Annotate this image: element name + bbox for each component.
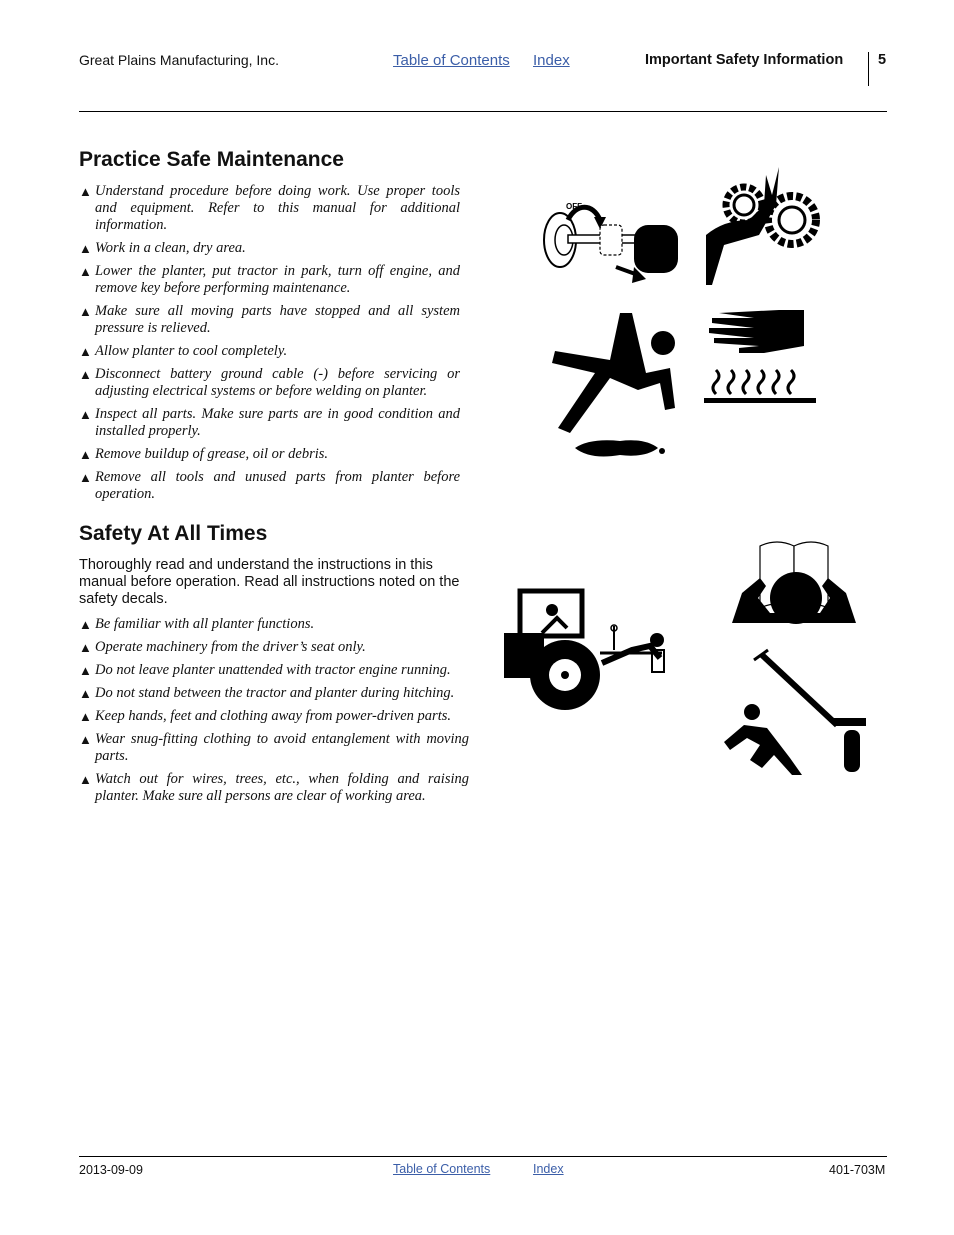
list-item: ▲ Remove all tools and unused parts from planter before operation. bbox=[79, 469, 460, 502]
header-toc-link[interactable]: Table of Contents bbox=[393, 52, 510, 69]
section-title: Important Safety Information bbox=[645, 52, 844, 68]
maintenance-list bbox=[79, 183, 460, 509]
header-divider bbox=[868, 52, 869, 86]
key-off-icon bbox=[538, 195, 688, 290]
list-item: ▲ Lower the planter, put tractor in park, turn off engine, and remove key before performing maintenance. bbox=[79, 263, 460, 296]
list-item: ▲ Operate machinery from the driver’s seat only. bbox=[79, 639, 366, 655]
maintenance-heading: Practice Safe Maintenance bbox=[79, 148, 344, 171]
list-item: ▲ Do not leave planter unattended with tractor engine running. bbox=[79, 662, 451, 678]
footer-index-link[interactable]: Index bbox=[533, 1162, 564, 1176]
list-item: ▲ Work in a clean, dry area. bbox=[79, 240, 246, 256]
slip-fall-icon bbox=[550, 308, 685, 468]
list-item: ▲ Make sure all moving parts have stopped and all system pressure is relieved. bbox=[79, 303, 460, 336]
list-item: ▲ Disconnect battery ground cable (-) before servicing or adjusting electrical systems or before welding on planter. bbox=[79, 366, 460, 399]
tractor-crush-icon bbox=[502, 588, 672, 713]
list-item: ▲ Allow planter to cool completely. bbox=[79, 343, 288, 359]
list-item: ▲ Watch out for wires, trees, etc., when folding and raising planter. Make sure all persons are clear of working area. bbox=[79, 771, 469, 804]
list-item: ▲ Wear snug-fitting clothing to avoid entanglement with moving parts. bbox=[79, 731, 469, 764]
read-manual-icon bbox=[730, 538, 860, 628]
header-index-link[interactable]: Index bbox=[533, 52, 570, 69]
list-item: ▲ Remove buildup of grease, oil or debris. bbox=[79, 446, 329, 462]
page-number: 5 bbox=[878, 52, 887, 68]
list-item: ▲ Keep hands, feet and clothing away from power-driven parts. bbox=[79, 708, 451, 724]
list-item: ▲ Understand procedure before doing work. Use proper tools and equipment. Refer to this manual for additional information. bbox=[79, 183, 460, 233]
header-rule bbox=[79, 111, 887, 112]
safety-list bbox=[79, 616, 469, 811]
svg-text:OFF: OFF bbox=[566, 202, 582, 211]
gear-entanglement-icon bbox=[704, 165, 829, 290]
footer-toc-link[interactable]: Table of Contents bbox=[393, 1162, 491, 1176]
overhead-wire-icon bbox=[722, 650, 872, 775]
list-item: ▲ Inspect all parts. Make sure parts are in good condition and installed properly. bbox=[79, 406, 460, 439]
list-item: ▲ Do not stand between the tractor and planter during hitching. bbox=[79, 685, 455, 701]
list-item: ▲ Be familiar with all planter functions. bbox=[79, 616, 315, 632]
safety-intro: Thoroughly read and understand the instructions in this manual before operation. Read all instructions noted on the safety decals. bbox=[79, 557, 460, 607]
hot-surface-icon bbox=[704, 308, 819, 408]
revision-date: 2013-09-09 bbox=[79, 1163, 143, 1177]
safety-heading: Safety At All Times bbox=[79, 522, 268, 545]
document-number: 401-703M bbox=[829, 1163, 886, 1177]
company-name: Great Plains Manufacturing, Inc. bbox=[79, 52, 279, 68]
footer-rule bbox=[79, 1156, 887, 1157]
